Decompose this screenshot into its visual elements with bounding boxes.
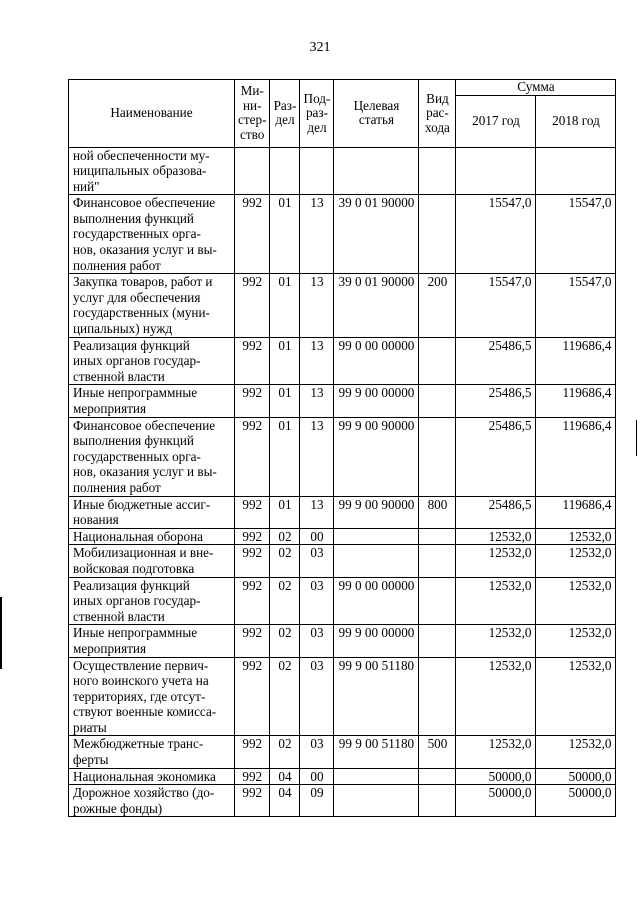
table-row [69, 736, 616, 768]
table-row [69, 545, 616, 577]
ministry-cell: 992 [235, 625, 270, 657]
section-cell: 02 [270, 528, 300, 545]
ministry-cell: 992 [235, 528, 270, 545]
expense-type-cell [419, 657, 456, 736]
sum-2018-cell: 119686,4 [536, 417, 616, 496]
table-row [69, 385, 616, 417]
subsection-cell: 03 [300, 625, 334, 657]
subsection-cell: 09 [300, 785, 334, 817]
sum-2017-cell [456, 147, 536, 195]
name-cell: Межбюджетные транс- ферты [69, 736, 235, 768]
target-article-cell: 99 9 00 90000 [334, 496, 419, 528]
section-cell: 04 [270, 768, 300, 785]
section-cell: 02 [270, 545, 300, 577]
target-article-cell: 99 0 00 00000 [334, 577, 419, 625]
section-cell: 01 [270, 385, 300, 417]
target-article-cell [334, 785, 419, 817]
expense-type-cell: 800 [419, 496, 456, 528]
expense-type-cell [419, 785, 456, 817]
sum-2017-cell: 25486,5 [456, 337, 536, 385]
expense-type-cell: 200 [419, 274, 456, 337]
table-row [69, 625, 616, 657]
page-edge-mark-left [0, 597, 2, 669]
section-cell: 01 [270, 496, 300, 528]
expense-type-cell [419, 417, 456, 496]
sum-2018-cell: 12532,0 [536, 545, 616, 577]
ministry-cell: 992 [235, 785, 270, 817]
table-row [69, 577, 616, 625]
sum-2017-cell: 12532,0 [456, 528, 536, 545]
target-article-cell [334, 528, 419, 545]
section-cell: 02 [270, 625, 300, 657]
target-article-cell [334, 147, 419, 195]
subsection-cell: 13 [300, 337, 334, 385]
ministry-cell: 992 [235, 545, 270, 577]
header-ministry: Ми- ни- стер- ство [235, 80, 270, 148]
header-subsection: Под- раз- дел [300, 80, 334, 148]
sum-2018-cell: 15547,0 [536, 274, 616, 337]
sum-2018-cell: 50000,0 [536, 768, 616, 785]
target-article-cell: 99 9 00 00000 [334, 625, 419, 657]
header-year-2017: 2017 год [456, 95, 536, 147]
page-number: 321 [309, 40, 331, 55]
subsection-cell: 03 [300, 657, 334, 736]
section-cell: 04 [270, 785, 300, 817]
target-article-cell: 99 9 00 00000 [334, 385, 419, 417]
header-section: Раз- дел [270, 80, 300, 148]
table-row [69, 195, 616, 274]
expense-type-cell [419, 625, 456, 657]
expense-type-cell [419, 337, 456, 385]
expense-type-cell [419, 545, 456, 577]
target-article-cell [334, 545, 419, 577]
table-row [69, 785, 616, 817]
name-cell: Реализация функций иных органов государ- ственной власти [69, 577, 235, 625]
ministry-cell: 992 [235, 274, 270, 337]
name-cell: Осуществление первич- ного воинского учета на территориях, где отсут- ствуют военные комисса- риаты [69, 657, 235, 736]
sum-2018-cell: 12532,0 [536, 736, 616, 768]
name-cell: Реализация функций иных органов государ- ственной власти [69, 337, 235, 385]
expense-type-cell [419, 195, 456, 274]
sum-2018-cell: 119686,4 [536, 385, 616, 417]
subsection-cell: 13 [300, 496, 334, 528]
sum-2018-cell: 15547,0 [536, 195, 616, 274]
sum-2017-cell: 12532,0 [456, 657, 536, 736]
name-cell: Финансовое обеспечение выполнения функций государственных орга- нов, оказания услуг и вы- полнения работ [69, 195, 235, 274]
ministry-cell: 992 [235, 195, 270, 274]
sum-2017-cell: 12532,0 [456, 736, 536, 768]
ministry-cell [235, 147, 270, 195]
table-row [69, 274, 616, 337]
table-row [69, 528, 616, 545]
table-row [69, 657, 616, 736]
sum-2017-cell: 25486,5 [456, 385, 536, 417]
ministry-cell: 992 [235, 577, 270, 625]
sum-2017-cell: 12532,0 [456, 577, 536, 625]
name-cell: Иные непрограммные мероприятия [69, 625, 235, 657]
section-cell: 01 [270, 195, 300, 274]
header-year-2018: 2018 год [536, 95, 616, 147]
name-cell: ной обеспеченности му- ниципальных образова- ний" [69, 147, 235, 195]
header-name: Наименование [69, 80, 235, 148]
name-cell: Мобилизационная и вне- войсковая подготовка [69, 545, 235, 577]
target-article-cell: 39 0 01 90000 [334, 195, 419, 274]
ministry-cell: 992 [235, 768, 270, 785]
table-row [69, 147, 616, 195]
sum-2017-cell: 50000,0 [456, 768, 536, 785]
target-article-cell: 99 9 00 90000 [334, 417, 419, 496]
ministry-cell: 992 [235, 736, 270, 768]
sum-2018-cell: 12532,0 [536, 625, 616, 657]
sum-2018-cell: 50000,0 [536, 785, 616, 817]
section-cell: 01 [270, 274, 300, 337]
subsection-cell: 03 [300, 736, 334, 768]
section-cell: 02 [270, 736, 300, 768]
table-row [69, 337, 616, 385]
sum-2017-cell: 50000,0 [456, 785, 536, 817]
budget-table [68, 79, 616, 817]
section-cell: 01 [270, 337, 300, 385]
subsection-cell: 00 [300, 768, 334, 785]
subsection-cell: 13 [300, 195, 334, 274]
sum-2018-cell: 119686,4 [536, 496, 616, 528]
header-expense-type: Вид рас- хода [419, 80, 456, 148]
ministry-cell: 992 [235, 337, 270, 385]
sum-2017-cell: 12532,0 [456, 545, 536, 577]
subsection-cell: 13 [300, 274, 334, 337]
ministry-cell: 992 [235, 657, 270, 736]
table-row [69, 417, 616, 496]
sum-2017-cell: 15547,0 [456, 274, 536, 337]
sum-2018-cell: 12532,0 [536, 657, 616, 736]
subsection-cell: 03 [300, 545, 334, 577]
target-article-cell: 99 9 00 51180 [334, 736, 419, 768]
table-header [69, 80, 616, 148]
name-cell: Иные непрограммные мероприятия [69, 385, 235, 417]
expense-type-cell [419, 528, 456, 545]
subsection-cell: 03 [300, 577, 334, 625]
sum-2017-cell: 15547,0 [456, 195, 536, 274]
sum-2017-cell: 25486,5 [456, 417, 536, 496]
subsection-cell: 13 [300, 417, 334, 496]
name-cell: Финансовое обеспечение выполнения функций государственных орга- нов, оказания услуг и вы- полнения работ [69, 417, 235, 496]
subsection-cell: 13 [300, 385, 334, 417]
target-article-cell: 99 9 00 51180 [334, 657, 419, 736]
section-cell: 02 [270, 577, 300, 625]
target-article-cell: 39 0 01 90000 [334, 274, 419, 337]
sum-2018-cell: 119686,4 [536, 337, 616, 385]
section-cell: 02 [270, 657, 300, 736]
ministry-cell: 992 [235, 496, 270, 528]
name-cell: Иные бюджетные ассиг- нования [69, 496, 235, 528]
sum-2018-cell: 12532,0 [536, 577, 616, 625]
expense-type-cell: 500 [419, 736, 456, 768]
name-cell: Закупка товаров, работ и услуг для обеспечения государственных (муни- ципальных) нужд [69, 274, 235, 337]
table-row [69, 768, 616, 785]
sum-2017-cell: 12532,0 [456, 625, 536, 657]
name-cell: Национальная оборона [69, 528, 235, 545]
name-cell: Национальная экономика [69, 768, 235, 785]
ministry-cell: 992 [235, 385, 270, 417]
sum-2018-cell [536, 147, 616, 195]
expense-type-cell [419, 577, 456, 625]
subsection-cell: 00 [300, 528, 334, 545]
section-cell [270, 147, 300, 195]
header-sum: Сумма [456, 80, 616, 96]
table-row [69, 496, 616, 528]
ministry-cell: 992 [235, 417, 270, 496]
sum-2018-cell: 12532,0 [536, 528, 616, 545]
name-cell: Дорожное хозяйство (до- рожные фонды) [69, 785, 235, 817]
target-article-cell: 99 0 00 00000 [334, 337, 419, 385]
header-target-article: Целевая статья [334, 80, 419, 148]
expense-type-cell [419, 385, 456, 417]
sum-2017-cell: 25486,5 [456, 496, 536, 528]
expense-type-cell [419, 768, 456, 785]
table-body [69, 147, 616, 817]
expense-type-cell [419, 147, 456, 195]
page-edge-mark-right [636, 420, 637, 456]
target-article-cell [334, 768, 419, 785]
section-cell: 01 [270, 417, 300, 496]
budget-table-container [68, 79, 616, 817]
subsection-cell [300, 147, 334, 195]
